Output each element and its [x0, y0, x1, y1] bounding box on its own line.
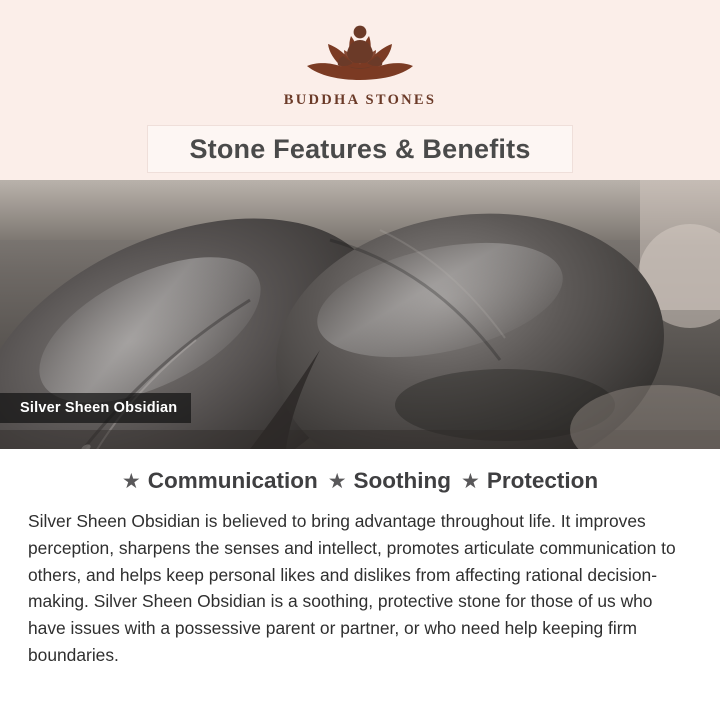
description-paragraph: Silver Sheen Obsidian is believed to bring advantage throughout life. It improves perception, sharpens the senses and intellect, promotes articulate communication to others, and helps keep personal likes and dislikes from affecting rational decision-making. Silver Sheen Obsidian is a soothing, protective stone for those of us who have issues with a possessive parent or partner, or who need help keeping firm boundaries. — [28, 511, 676, 665]
keyword-label: Communication — [147, 468, 318, 493]
keyword-item-communication — [122, 468, 318, 494]
brand-logo — [284, 18, 437, 109]
photo-caption: Silver Sheen Obsidian — [0, 393, 191, 423]
lotus-buddha-icon — [285, 18, 435, 88]
footer-spacer — [0, 692, 720, 720]
keyword-label: Protection — [486, 468, 599, 493]
keyword-item-soothing — [328, 468, 451, 494]
star-icon: ★ — [327, 469, 347, 493]
keyword-item-protection — [461, 468, 598, 494]
header — [0, 0, 720, 180]
stone-photo — [0, 180, 720, 449]
keyword-list — [28, 449, 692, 494]
page-title: Stone Features & Benefits — [189, 133, 531, 164]
brand-name: BUDDHA STONES — [283, 92, 437, 108]
star-icon: ★ — [121, 469, 141, 493]
content-section — [0, 449, 720, 720]
star-icon: ★ — [461, 469, 480, 493]
section-title-bar — [148, 126, 572, 172]
keyword-label: Soothing — [353, 468, 452, 493]
